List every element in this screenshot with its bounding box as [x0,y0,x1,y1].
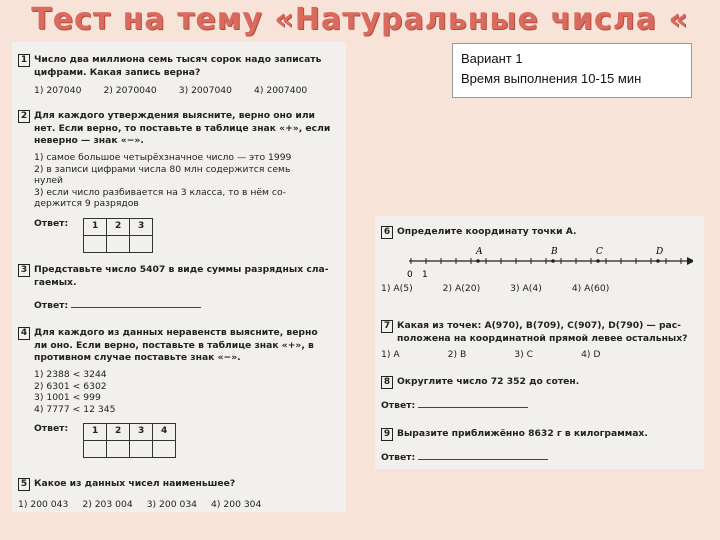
task-text: гаемых. [34,277,77,288]
point-marker [551,259,555,263]
inequality: 1) 2388 < 3244 [34,369,107,380]
answer-line[interactable] [71,299,201,308]
task-4 [18,327,340,458]
statement: нулей [34,175,63,186]
point-marker [476,259,480,263]
answer-cell[interactable] [84,441,107,458]
task-5 [18,478,340,511]
statement: 3) если число разбивается на 3 класса, то в нём со- [34,186,286,198]
variant-box [452,43,692,98]
task-text: ли оно. Если верно, поставьте в таблице знак «+», в [34,340,314,351]
answer-cell[interactable] [153,441,176,458]
page-title: Тест на тему «Натуральные числа « [31,2,689,37]
option: 4) 2007400 [254,84,308,96]
answer-label: Ответ: [381,452,416,463]
task-text: Для каждого из данных неравенств выясните, верно [34,327,318,338]
tick-label-one: 1 [422,270,428,280]
test-sheet-1 [12,42,346,512]
task-text: Округлите число 72 352 до сотен. [397,376,580,387]
task-3 [18,264,340,311]
cell-header: 1 [84,218,107,235]
answer-cell[interactable] [84,235,107,252]
inequality: 2) 6301 < 6302 [34,380,107,392]
option: 1) 207040 [34,84,82,96]
answer-row [381,399,698,412]
option: 2) B [447,348,467,360]
option: 2) A(20) [442,283,481,294]
task-number: 1 [18,54,30,67]
answer-line[interactable] [418,451,548,460]
point-d-label: D [656,247,664,257]
task-9 [381,428,698,464]
task-number: 6 [381,226,393,239]
cell-header: 1 [84,424,107,441]
task-text: Для каждого утверждения выясните, верно оно или [34,110,315,121]
cell-header: 3 [130,424,153,441]
task-number: 2 [18,110,30,123]
inequalities [18,369,340,415]
task-7 [381,320,698,360]
task-text: противном случае поставьте знак «−». [34,351,241,363]
option: 1) A(5) [381,283,413,294]
task-number: 9 [381,428,393,441]
answer-label: Ответ: [34,217,69,229]
answer-table [83,423,176,458]
task-text: Выразите приближённо 8632 г в килограммах. [397,428,648,439]
statement: 2) в записи цифрами числа 80 млн содержится семь [34,163,291,175]
answer-label: Ответ: [381,400,416,411]
cell-header: 2 [107,218,130,235]
answer-label: Ответ: [34,299,69,311]
point-b-label: B [551,247,558,257]
option: 4) A(60) [571,283,610,294]
duration-label: Время выполнения 10-15 мин [461,71,642,86]
answer-cell[interactable] [130,441,153,458]
statements [18,152,340,210]
task-2 [18,110,340,253]
task-text: Какое из данных чисел наименьшее? [34,478,236,489]
inequality: 3) 1001 < 999 [34,392,101,403]
option: 3) 200 034 [146,499,198,510]
tick-label-zero: 0 [407,270,413,280]
inequality: 4) 7777 < 12 345 [34,403,116,415]
task-text: цифрами. Какая запись верна? [34,67,201,78]
point-c-label: C [596,247,603,257]
answer-cell[interactable] [130,235,153,252]
answer-row [381,451,698,464]
point-a-label: A [476,247,483,257]
task-number: 8 [381,376,393,389]
option: 3) C [514,348,534,360]
cell-header: 2 [107,424,130,441]
task-1 [18,54,340,96]
option: 1) 200 043 [18,499,69,510]
options [381,349,698,361]
task-text: неверно — знак «−». [34,134,144,146]
variant-label: Вариант 1 [461,51,523,66]
cell-header: 4 [153,424,176,441]
task-number: 7 [381,320,393,333]
test-sheet-2 [375,216,704,469]
task-text: нет. Если верно, то поставьте в таблице знак «+», если [34,123,331,134]
task-text: Какая из точек: A(970), B(709), C(907), D(790) — рас- [397,320,681,331]
point-marker [596,259,600,263]
options [18,85,340,97]
point-marker [656,259,660,263]
task-text: Число два миллиона семь тысяч сорок надо записать [34,54,322,65]
task-text: положена на координатной прямой левее остальных? [397,333,688,344]
option: 3) A(4) [510,283,542,294]
answer-cell[interactable] [107,235,130,252]
task-number: 3 [18,264,30,277]
option: 2) 2070040 [103,84,157,96]
option: 2) 203 004 [82,499,133,510]
number-line [381,241,693,281]
answer-row [18,423,340,458]
answer-row [18,218,340,253]
task-6 [381,226,698,295]
task-number: 4 [18,327,30,340]
option: 3) 2007040 [178,84,232,96]
answer-table [83,218,153,253]
statement: 1) самое большое четырёхзначное число — это 1999 [34,152,292,163]
answer-label: Ответ: [34,423,69,434]
answer-line[interactable] [418,399,528,408]
options [381,283,698,295]
answer-cell[interactable] [107,441,130,458]
task-text: Представьте число 5407 в виде суммы разрядных сла- [34,264,329,275]
answer-row [18,299,340,312]
task-text: Определите координату точки A. [397,226,577,237]
option: 4) D [581,348,601,360]
task-8 [381,376,698,412]
cell-header: 3 [130,218,153,235]
options [18,499,340,511]
option: 4) 200 304 [211,499,262,510]
statement: держится 9 разрядов [34,198,139,209]
option: 1) A [381,348,400,360]
task-number: 5 [18,478,30,491]
